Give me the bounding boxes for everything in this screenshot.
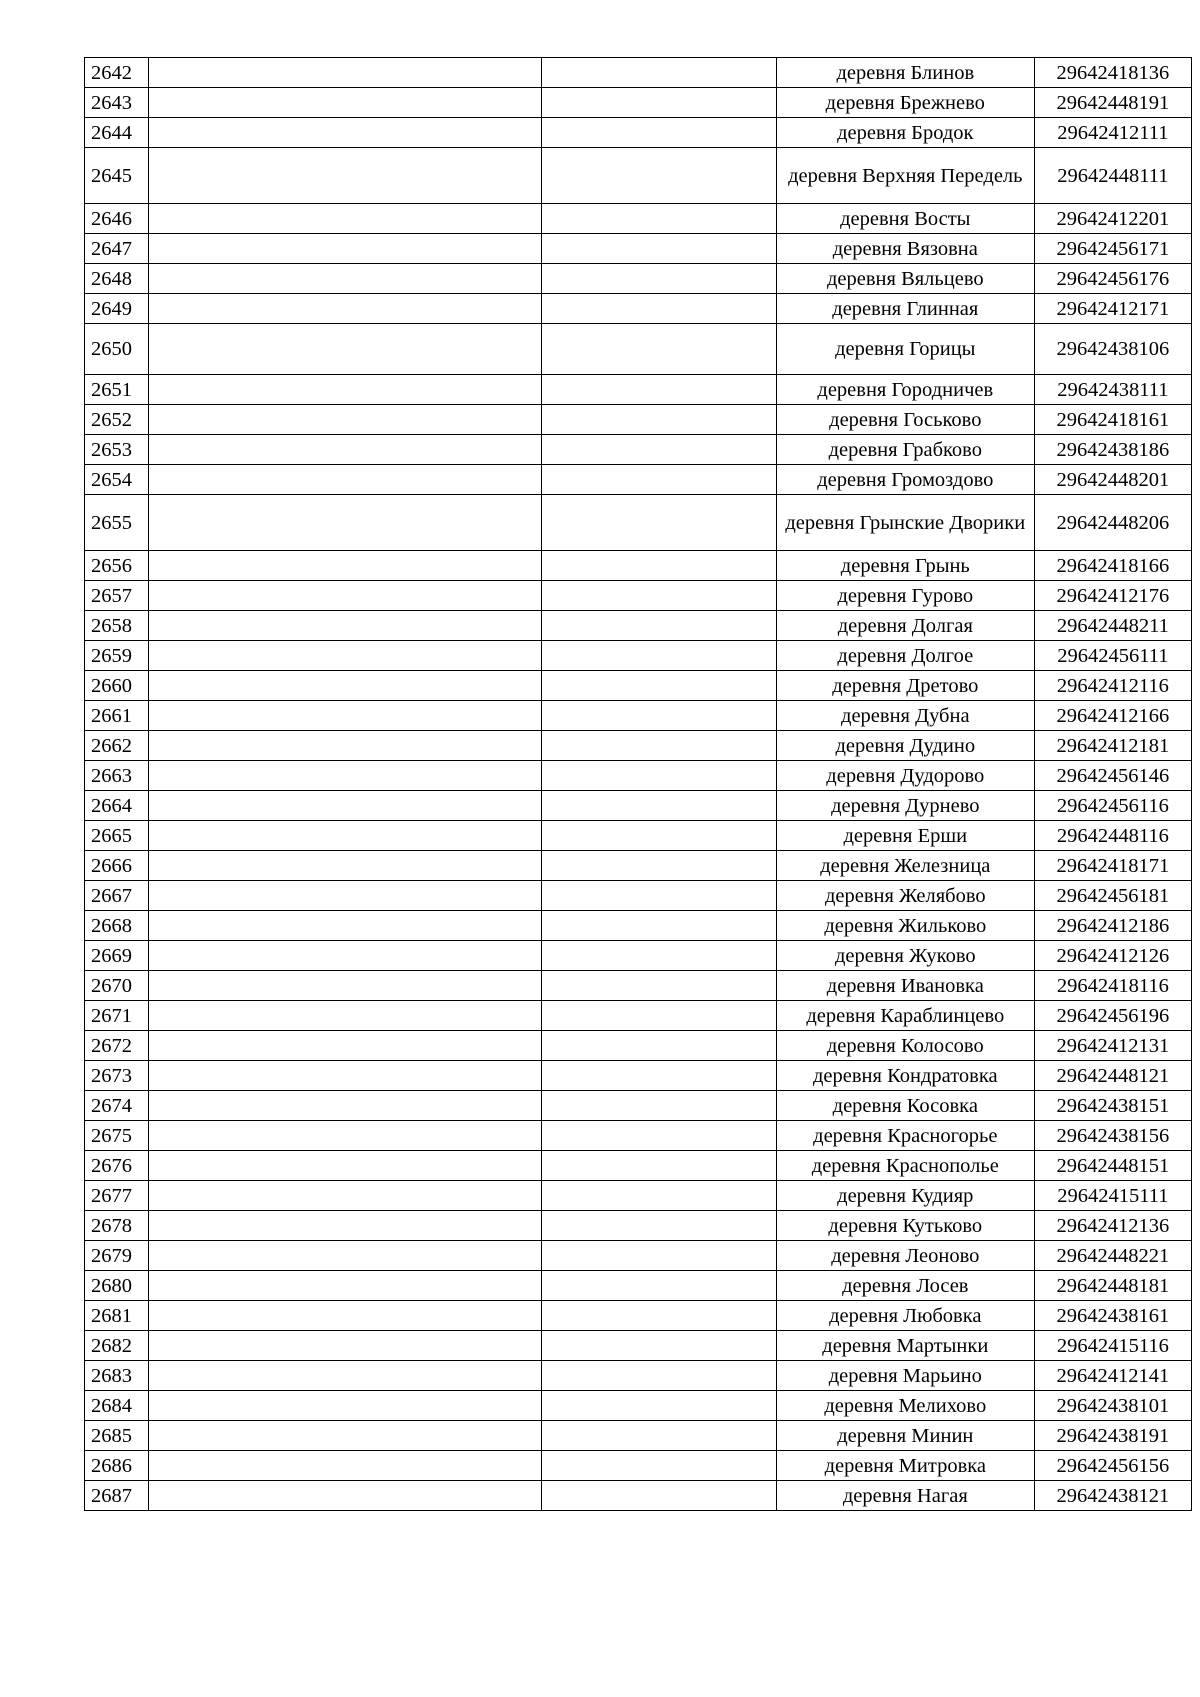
row-number-cell: 2664 bbox=[85, 791, 149, 821]
empty-cell bbox=[148, 118, 541, 148]
empty-cell bbox=[148, 971, 541, 1001]
empty-cell bbox=[542, 881, 777, 911]
settlement-name-cell: деревня Железница bbox=[776, 851, 1034, 881]
settlement-name-cell: деревня Гурово bbox=[776, 581, 1034, 611]
settlement-code-cell: 29642418161 bbox=[1034, 405, 1191, 435]
settlement-code-cell: 29642438121 bbox=[1034, 1481, 1191, 1511]
table-row bbox=[85, 1211, 1192, 1241]
table-row bbox=[85, 641, 1192, 671]
row-number-cell: 2656 bbox=[85, 551, 149, 581]
settlement-name-cell: деревня Грынские Дворики bbox=[776, 495, 1034, 551]
empty-cell bbox=[542, 1091, 777, 1121]
settlement-name-cell: деревня Городничев bbox=[776, 375, 1034, 405]
settlement-name-cell: деревня Митровка bbox=[776, 1451, 1034, 1481]
table-row bbox=[85, 1091, 1192, 1121]
settlement-name-cell: деревня Косовка bbox=[776, 1091, 1034, 1121]
settlements-table bbox=[84, 57, 1192, 1511]
settlement-code-cell: 29642412171 bbox=[1034, 294, 1191, 324]
empty-cell bbox=[542, 1301, 777, 1331]
settlement-code-cell: 29642438101 bbox=[1034, 1391, 1191, 1421]
table-row bbox=[85, 911, 1192, 941]
empty-cell bbox=[148, 701, 541, 731]
settlement-code-cell: 29642456176 bbox=[1034, 264, 1191, 294]
table-row bbox=[85, 58, 1192, 88]
row-number-cell: 2684 bbox=[85, 1391, 149, 1421]
settlement-name-cell: деревня Брежнево bbox=[776, 88, 1034, 118]
empty-cell bbox=[148, 941, 541, 971]
settlement-name-cell: деревня Желябово bbox=[776, 881, 1034, 911]
settlement-name-cell: деревня Ивановка bbox=[776, 971, 1034, 1001]
empty-cell bbox=[542, 581, 777, 611]
empty-cell bbox=[148, 911, 541, 941]
empty-cell bbox=[148, 731, 541, 761]
empty-cell bbox=[542, 375, 777, 405]
settlement-name-cell: деревня Красногорье bbox=[776, 1121, 1034, 1151]
table-row bbox=[85, 294, 1192, 324]
row-number-cell: 2660 bbox=[85, 671, 149, 701]
settlement-code-cell: 29642412201 bbox=[1034, 204, 1191, 234]
empty-cell bbox=[148, 551, 541, 581]
empty-cell bbox=[542, 58, 777, 88]
settlement-code-cell: 29642412136 bbox=[1034, 1211, 1191, 1241]
settlement-name-cell: деревня Дудорово bbox=[776, 761, 1034, 791]
row-number-cell: 2671 bbox=[85, 1001, 149, 1031]
row-number-cell: 2658 bbox=[85, 611, 149, 641]
empty-cell bbox=[148, 375, 541, 405]
table-row bbox=[85, 761, 1192, 791]
table-row bbox=[85, 701, 1192, 731]
row-number-cell: 2649 bbox=[85, 294, 149, 324]
table-row bbox=[85, 234, 1192, 264]
empty-cell bbox=[148, 324, 541, 375]
empty-cell bbox=[542, 234, 777, 264]
table-row bbox=[85, 581, 1192, 611]
settlement-name-cell: деревня Долгая bbox=[776, 611, 1034, 641]
empty-cell bbox=[542, 791, 777, 821]
row-number-cell: 2683 bbox=[85, 1361, 149, 1391]
settlement-name-cell: деревня Жильково bbox=[776, 911, 1034, 941]
table-row bbox=[85, 881, 1192, 911]
empty-cell bbox=[148, 821, 541, 851]
empty-cell bbox=[148, 234, 541, 264]
empty-cell bbox=[148, 294, 541, 324]
table-row bbox=[85, 1481, 1192, 1511]
table-row bbox=[85, 551, 1192, 581]
empty-cell bbox=[148, 1241, 541, 1271]
empty-cell bbox=[542, 1211, 777, 1241]
settlement-name-cell: деревня Любовка bbox=[776, 1301, 1034, 1331]
settlement-code-cell: 29642438151 bbox=[1034, 1091, 1191, 1121]
empty-cell bbox=[148, 1181, 541, 1211]
empty-cell bbox=[148, 581, 541, 611]
settlement-code-cell: 29642448206 bbox=[1034, 495, 1191, 551]
table-body bbox=[85, 58, 1192, 1511]
empty-cell bbox=[542, 1151, 777, 1181]
row-number-cell: 2651 bbox=[85, 375, 149, 405]
settlement-code-cell: 29642448211 bbox=[1034, 611, 1191, 641]
table-row bbox=[85, 1181, 1192, 1211]
settlement-code-cell: 29642448201 bbox=[1034, 465, 1191, 495]
settlement-code-cell: 29642448191 bbox=[1034, 88, 1191, 118]
settlement-name-cell: деревня Долгое bbox=[776, 641, 1034, 671]
empty-cell bbox=[542, 1271, 777, 1301]
table-row bbox=[85, 821, 1192, 851]
empty-cell bbox=[148, 791, 541, 821]
settlement-code-cell: 29642448111 bbox=[1034, 148, 1191, 204]
settlement-code-cell: 29642448181 bbox=[1034, 1271, 1191, 1301]
row-number-cell: 2674 bbox=[85, 1091, 149, 1121]
row-number-cell: 2677 bbox=[85, 1181, 149, 1211]
row-number-cell: 2663 bbox=[85, 761, 149, 791]
settlement-code-cell: 29642456146 bbox=[1034, 761, 1191, 791]
table-row bbox=[85, 435, 1192, 465]
settlement-name-cell: деревня Восты bbox=[776, 204, 1034, 234]
settlement-name-cell: деревня Мелихово bbox=[776, 1391, 1034, 1421]
empty-cell bbox=[148, 1391, 541, 1421]
settlement-name-cell: деревня Верхняя Передель bbox=[776, 148, 1034, 204]
empty-cell bbox=[542, 1181, 777, 1211]
table-row bbox=[85, 1001, 1192, 1031]
row-number-cell: 2642 bbox=[85, 58, 149, 88]
empty-cell bbox=[542, 611, 777, 641]
settlement-code-cell: 29642418171 bbox=[1034, 851, 1191, 881]
settlement-code-cell: 29642456156 bbox=[1034, 1451, 1191, 1481]
settlement-code-cell: 29642448151 bbox=[1034, 1151, 1191, 1181]
settlement-code-cell: 29642412126 bbox=[1034, 941, 1191, 971]
empty-cell bbox=[542, 204, 777, 234]
empty-cell bbox=[542, 701, 777, 731]
empty-cell bbox=[148, 465, 541, 495]
table-row bbox=[85, 1361, 1192, 1391]
settlement-name-cell: деревня Дубна bbox=[776, 701, 1034, 731]
table-row bbox=[85, 671, 1192, 701]
empty-cell bbox=[542, 911, 777, 941]
empty-cell bbox=[148, 58, 541, 88]
settlement-name-cell: деревня Вяльцево bbox=[776, 264, 1034, 294]
settlement-name-cell: деревня Блинов bbox=[776, 58, 1034, 88]
table-row bbox=[85, 1241, 1192, 1271]
settlement-name-cell: деревня Жуково bbox=[776, 941, 1034, 971]
row-number-cell: 2647 bbox=[85, 234, 149, 264]
empty-cell bbox=[148, 1091, 541, 1121]
table-row bbox=[85, 791, 1192, 821]
row-number-cell: 2687 bbox=[85, 1481, 149, 1511]
row-number-cell: 2680 bbox=[85, 1271, 149, 1301]
row-number-cell: 2679 bbox=[85, 1241, 149, 1271]
empty-cell bbox=[542, 405, 777, 435]
row-number-cell: 2668 bbox=[85, 911, 149, 941]
empty-cell bbox=[542, 1331, 777, 1361]
settlement-name-cell: деревня Марьино bbox=[776, 1361, 1034, 1391]
row-number-cell: 2654 bbox=[85, 465, 149, 495]
table-row bbox=[85, 1121, 1192, 1151]
empty-cell bbox=[148, 611, 541, 641]
settlement-name-cell: деревня Дретово bbox=[776, 671, 1034, 701]
empty-cell bbox=[542, 1121, 777, 1151]
settlement-name-cell: деревня Грабково bbox=[776, 435, 1034, 465]
settlement-name-cell: деревня Минин bbox=[776, 1421, 1034, 1451]
empty-cell bbox=[542, 324, 777, 375]
settlement-code-cell: 29642418116 bbox=[1034, 971, 1191, 1001]
settlement-code-cell: 29642418166 bbox=[1034, 551, 1191, 581]
empty-cell bbox=[148, 495, 541, 551]
table-row bbox=[85, 1301, 1192, 1331]
settlement-code-cell: 29642412181 bbox=[1034, 731, 1191, 761]
settlement-name-cell: деревня Глинная bbox=[776, 294, 1034, 324]
row-number-cell: 2643 bbox=[85, 88, 149, 118]
empty-cell bbox=[542, 465, 777, 495]
settlement-name-cell: деревня Громоздово bbox=[776, 465, 1034, 495]
empty-cell bbox=[542, 1481, 777, 1511]
empty-cell bbox=[148, 1451, 541, 1481]
empty-cell bbox=[148, 1001, 541, 1031]
settlement-code-cell: 29642412116 bbox=[1034, 671, 1191, 701]
settlement-name-cell: деревня Мартынки bbox=[776, 1331, 1034, 1361]
empty-cell bbox=[542, 1061, 777, 1091]
row-number-cell: 2681 bbox=[85, 1301, 149, 1331]
settlement-code-cell: 29642456116 bbox=[1034, 791, 1191, 821]
empty-cell bbox=[542, 118, 777, 148]
settlement-code-cell: 29642412176 bbox=[1034, 581, 1191, 611]
table-row bbox=[85, 118, 1192, 148]
row-number-cell: 2653 bbox=[85, 435, 149, 465]
table-row bbox=[85, 851, 1192, 881]
row-number-cell: 2662 bbox=[85, 731, 149, 761]
settlement-code-cell: 29642438161 bbox=[1034, 1301, 1191, 1331]
empty-cell bbox=[148, 435, 541, 465]
empty-cell bbox=[542, 495, 777, 551]
row-number-cell: 2676 bbox=[85, 1151, 149, 1181]
empty-cell bbox=[148, 405, 541, 435]
table-row bbox=[85, 941, 1192, 971]
settlement-name-cell: деревня Вязовна bbox=[776, 234, 1034, 264]
table-row bbox=[85, 465, 1192, 495]
empty-cell bbox=[148, 264, 541, 294]
empty-cell bbox=[542, 761, 777, 791]
empty-cell bbox=[542, 821, 777, 851]
settlement-name-cell: деревня Леоново bbox=[776, 1241, 1034, 1271]
empty-cell bbox=[148, 1481, 541, 1511]
settlement-code-cell: 29642412166 bbox=[1034, 701, 1191, 731]
settlement-name-cell: деревня Караблинцево bbox=[776, 1001, 1034, 1031]
row-number-cell: 2665 bbox=[85, 821, 149, 851]
empty-cell bbox=[542, 435, 777, 465]
row-number-cell: 2682 bbox=[85, 1331, 149, 1361]
empty-cell bbox=[542, 671, 777, 701]
settlement-code-cell: 29642412186 bbox=[1034, 911, 1191, 941]
settlement-name-cell: деревня Дудино bbox=[776, 731, 1034, 761]
row-number-cell: 2659 bbox=[85, 641, 149, 671]
settlement-code-cell: 29642415111 bbox=[1034, 1181, 1191, 1211]
settlement-code-cell: 29642448221 bbox=[1034, 1241, 1191, 1271]
empty-cell bbox=[542, 148, 777, 204]
empty-cell bbox=[148, 1211, 541, 1241]
settlement-name-cell: деревня Горицы bbox=[776, 324, 1034, 375]
empty-cell bbox=[542, 294, 777, 324]
settlement-name-cell: деревня Ерши bbox=[776, 821, 1034, 851]
row-number-cell: 2670 bbox=[85, 971, 149, 1001]
row-number-cell: 2686 bbox=[85, 1451, 149, 1481]
empty-cell bbox=[148, 671, 541, 701]
empty-cell bbox=[542, 971, 777, 1001]
table-row bbox=[85, 1331, 1192, 1361]
empty-cell bbox=[542, 731, 777, 761]
empty-cell bbox=[148, 1061, 541, 1091]
table-row bbox=[85, 1061, 1192, 1091]
table-row bbox=[85, 1451, 1192, 1481]
empty-cell bbox=[542, 551, 777, 581]
settlement-name-cell: деревня Бродок bbox=[776, 118, 1034, 148]
settlement-code-cell: 29642418136 bbox=[1034, 58, 1191, 88]
row-number-cell: 2652 bbox=[85, 405, 149, 435]
settlement-name-cell: деревня Нагая bbox=[776, 1481, 1034, 1511]
settlement-code-cell: 29642456111 bbox=[1034, 641, 1191, 671]
empty-cell bbox=[148, 148, 541, 204]
empty-cell bbox=[148, 204, 541, 234]
table-row bbox=[85, 405, 1192, 435]
row-number-cell: 2669 bbox=[85, 941, 149, 971]
empty-cell bbox=[542, 264, 777, 294]
row-number-cell: 2673 bbox=[85, 1061, 149, 1091]
row-number-cell: 2661 bbox=[85, 701, 149, 731]
row-number-cell: 2645 bbox=[85, 148, 149, 204]
table-row bbox=[85, 971, 1192, 1001]
table-row bbox=[85, 264, 1192, 294]
row-number-cell: 2672 bbox=[85, 1031, 149, 1061]
settlement-name-cell: деревня Кудияр bbox=[776, 1181, 1034, 1211]
settlement-code-cell: 29642448121 bbox=[1034, 1061, 1191, 1091]
settlement-name-cell: деревня Грынь bbox=[776, 551, 1034, 581]
row-number-cell: 2667 bbox=[85, 881, 149, 911]
empty-cell bbox=[148, 641, 541, 671]
row-number-cell: 2648 bbox=[85, 264, 149, 294]
empty-cell bbox=[542, 851, 777, 881]
settlement-name-cell: деревня Госьково bbox=[776, 405, 1034, 435]
row-number-cell: 2650 bbox=[85, 324, 149, 375]
settlement-code-cell: 29642456171 bbox=[1034, 234, 1191, 264]
empty-cell bbox=[148, 1421, 541, 1451]
table-row bbox=[85, 1271, 1192, 1301]
table-row bbox=[85, 1421, 1192, 1451]
empty-cell bbox=[542, 1001, 777, 1031]
empty-cell bbox=[148, 1301, 541, 1331]
row-number-cell: 2666 bbox=[85, 851, 149, 881]
empty-cell bbox=[542, 1451, 777, 1481]
empty-cell bbox=[148, 1121, 541, 1151]
empty-cell bbox=[148, 1331, 541, 1361]
empty-cell bbox=[148, 1361, 541, 1391]
settlement-code-cell: 29642415116 bbox=[1034, 1331, 1191, 1361]
empty-cell bbox=[542, 641, 777, 671]
settlement-code-cell: 29642448116 bbox=[1034, 821, 1191, 851]
settlement-name-cell: деревня Дурнево bbox=[776, 791, 1034, 821]
empty-cell bbox=[148, 1031, 541, 1061]
settlement-code-cell: 29642456196 bbox=[1034, 1001, 1191, 1031]
settlement-name-cell: деревня Кондратовка bbox=[776, 1061, 1034, 1091]
empty-cell bbox=[148, 881, 541, 911]
settlement-code-cell: 29642412111 bbox=[1034, 118, 1191, 148]
settlement-code-cell: 29642412141 bbox=[1034, 1361, 1191, 1391]
settlement-code-cell: 29642412131 bbox=[1034, 1031, 1191, 1061]
empty-cell bbox=[542, 1361, 777, 1391]
settlement-name-cell: деревня Кутьково bbox=[776, 1211, 1034, 1241]
settlement-code-cell: 29642438106 bbox=[1034, 324, 1191, 375]
settlement-code-cell: 29642438191 bbox=[1034, 1421, 1191, 1451]
table-row bbox=[85, 1391, 1192, 1421]
empty-cell bbox=[542, 941, 777, 971]
row-number-cell: 2685 bbox=[85, 1421, 149, 1451]
settlement-code-cell: 29642438186 bbox=[1034, 435, 1191, 465]
table-row bbox=[85, 88, 1192, 118]
settlement-name-cell: деревня Краснополье bbox=[776, 1151, 1034, 1181]
table-row bbox=[85, 324, 1192, 375]
table-row bbox=[85, 1151, 1192, 1181]
settlement-code-cell: 29642438156 bbox=[1034, 1121, 1191, 1151]
row-number-cell: 2657 bbox=[85, 581, 149, 611]
settlement-name-cell: деревня Колосово bbox=[776, 1031, 1034, 1061]
empty-cell bbox=[148, 851, 541, 881]
row-number-cell: 2655 bbox=[85, 495, 149, 551]
settlement-code-cell: 29642438111 bbox=[1034, 375, 1191, 405]
table-row bbox=[85, 611, 1192, 641]
row-number-cell: 2646 bbox=[85, 204, 149, 234]
row-number-cell: 2644 bbox=[85, 118, 149, 148]
table-row bbox=[85, 148, 1192, 204]
empty-cell bbox=[148, 88, 541, 118]
table-row bbox=[85, 1031, 1192, 1061]
table-row bbox=[85, 375, 1192, 405]
table-row bbox=[85, 204, 1192, 234]
settlement-name-cell: деревня Лосев bbox=[776, 1271, 1034, 1301]
empty-cell bbox=[148, 1271, 541, 1301]
empty-cell bbox=[542, 1031, 777, 1061]
empty-cell bbox=[542, 1421, 777, 1451]
empty-cell bbox=[542, 1391, 777, 1421]
empty-cell bbox=[542, 88, 777, 118]
empty-cell bbox=[542, 1241, 777, 1271]
empty-cell bbox=[148, 1151, 541, 1181]
empty-cell bbox=[148, 761, 541, 791]
table-row bbox=[85, 731, 1192, 761]
table-row bbox=[85, 495, 1192, 551]
row-number-cell: 2675 bbox=[85, 1121, 149, 1151]
settlement-code-cell: 29642456181 bbox=[1034, 881, 1191, 911]
row-number-cell: 2678 bbox=[85, 1211, 149, 1241]
